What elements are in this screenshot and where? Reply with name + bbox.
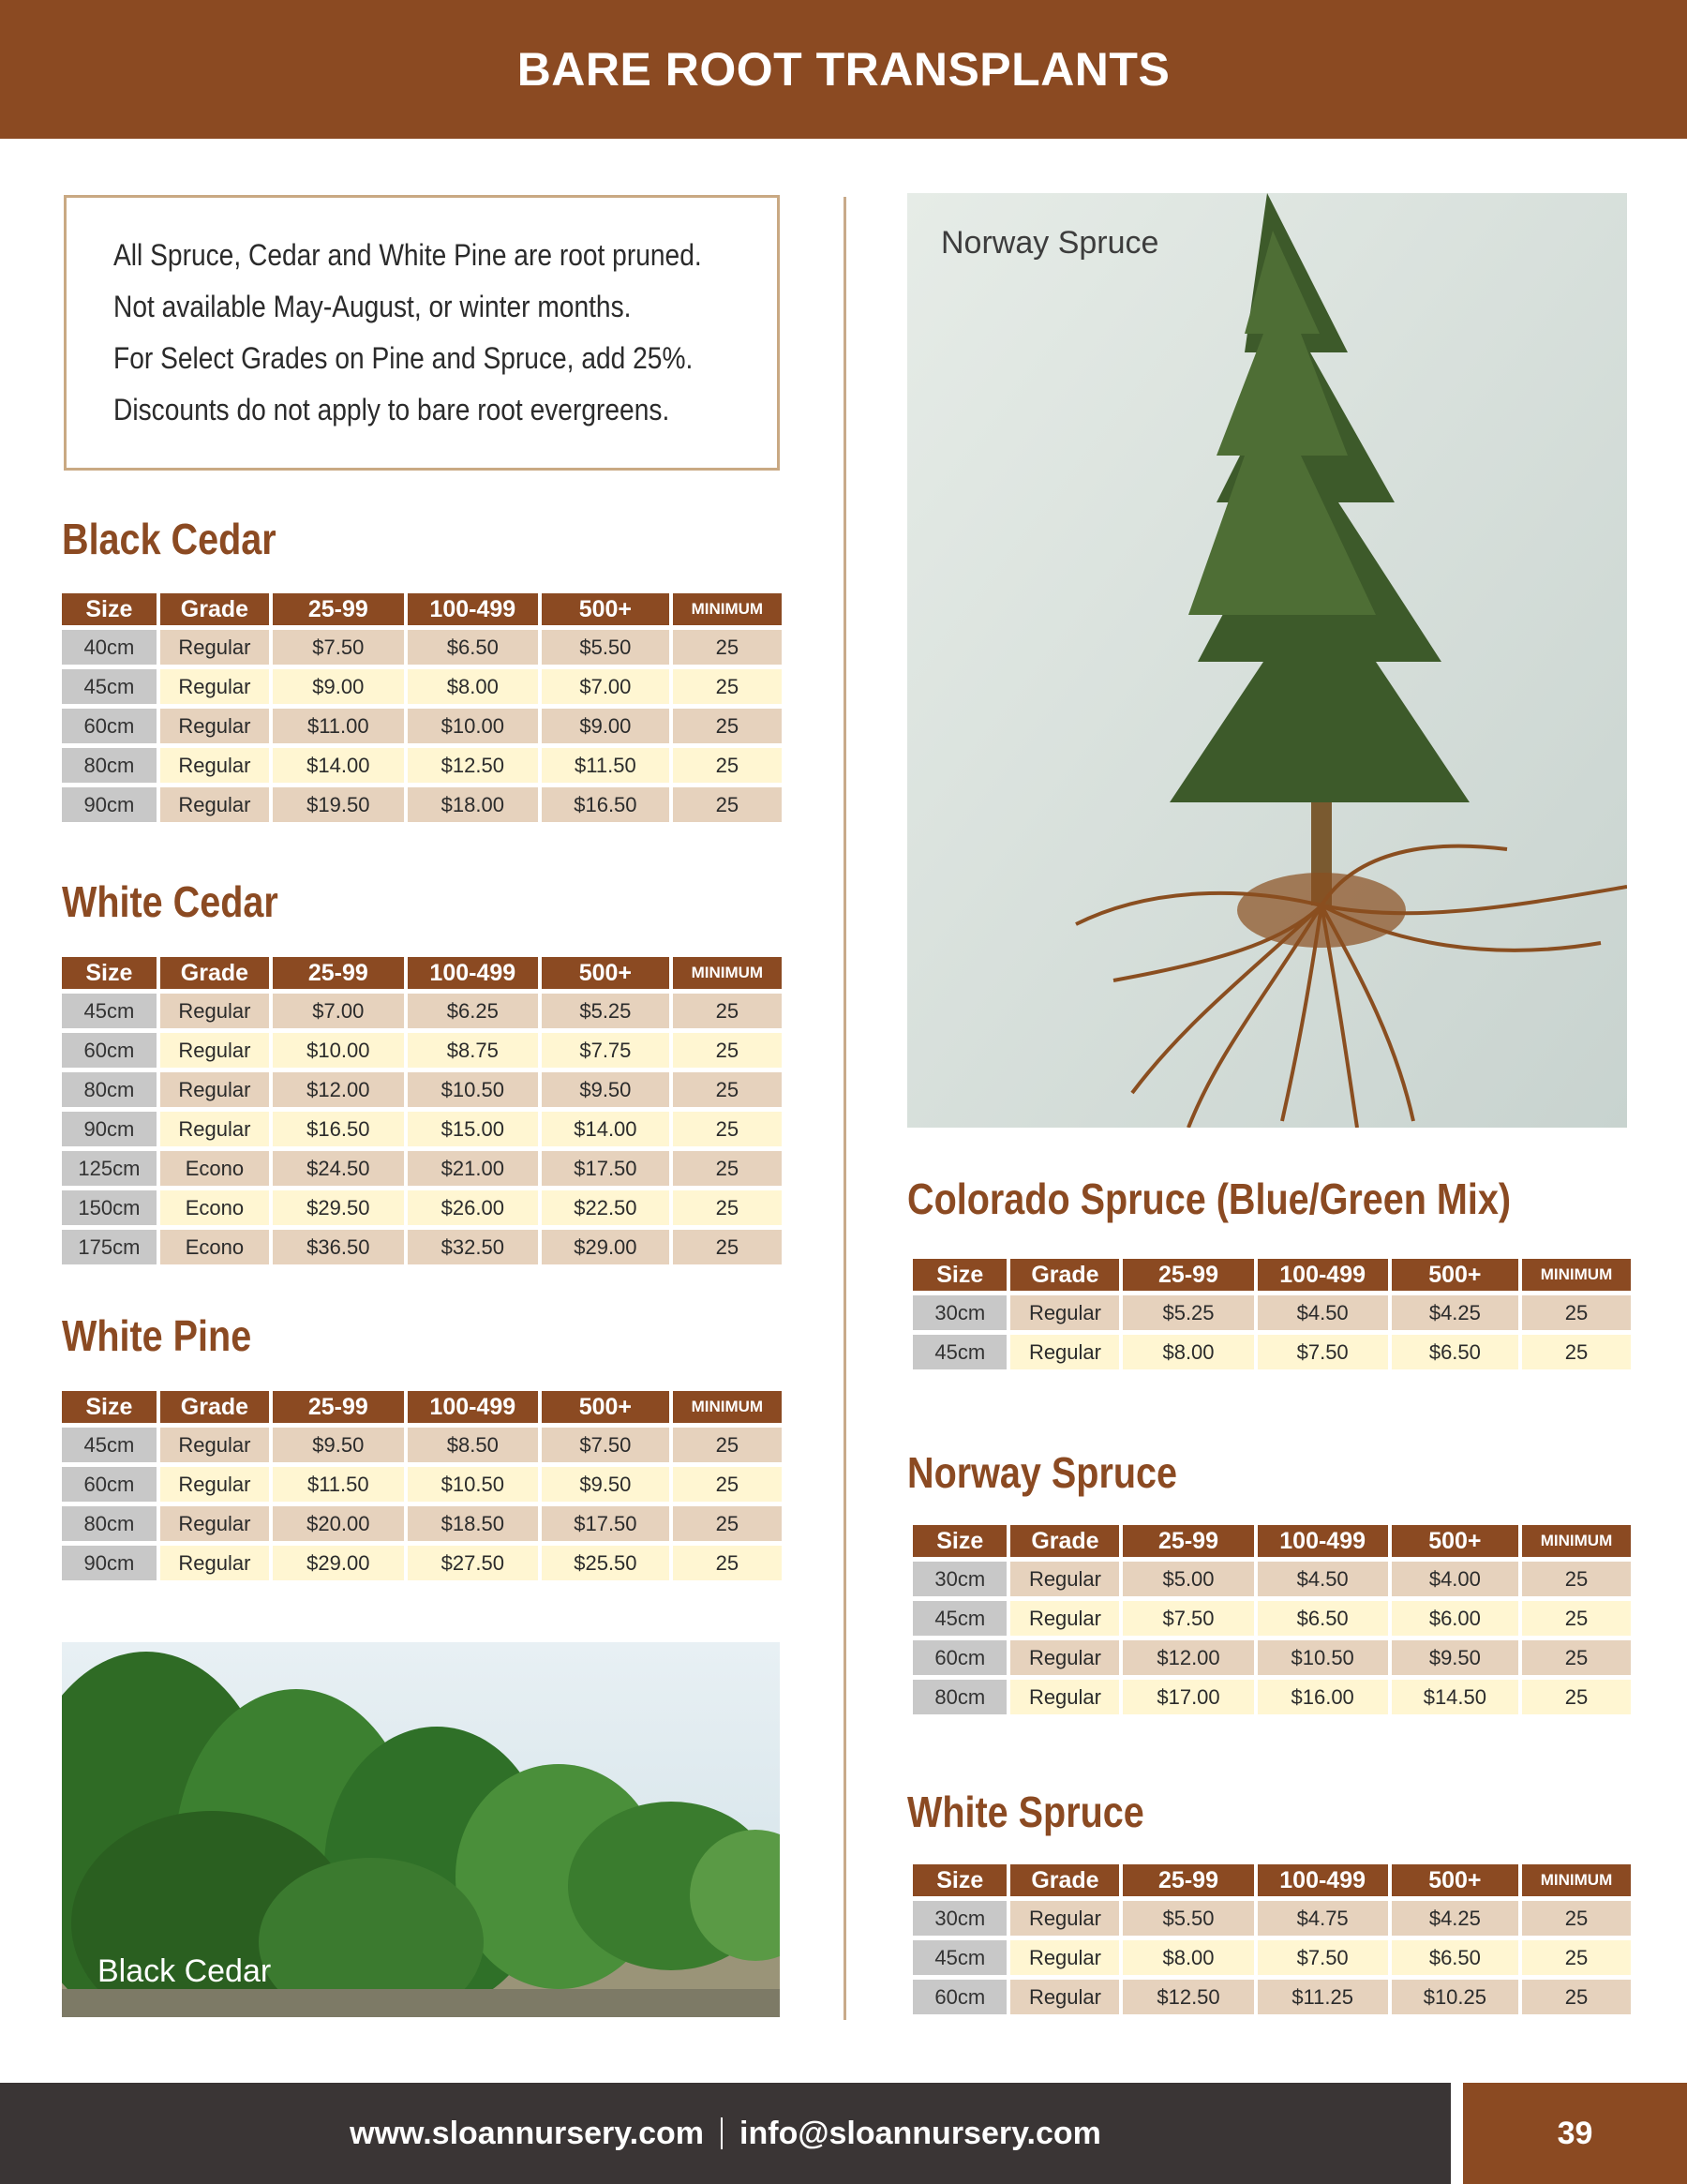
table-cell: $7.50 [273,630,404,665]
column-header: MINIMUM [673,957,782,989]
notice-line: Not available May-August, or winter months. [113,290,632,323]
table-row [62,1072,782,1107]
table-cell: $18.00 [408,787,539,822]
table-cell: 25 [673,1230,782,1264]
table-cell: $8.50 [408,1428,539,1462]
table-cell: $7.50 [542,1428,669,1462]
table-row [62,1230,782,1264]
table-cell: $12.00 [1123,1640,1253,1675]
table-row [62,1033,782,1068]
size-cell: 45cm [913,1601,1007,1636]
table-cell: $17.50 [542,1506,669,1541]
table-cell: $15.00 [408,1112,539,1146]
size-cell: 30cm [913,1901,1007,1936]
table-cell: 25 [673,1428,782,1462]
column-header: Grade [1010,1864,1119,1896]
column-header: Grade [160,593,269,625]
price-table-white-spruce [909,1860,1635,2019]
table-row [62,1112,782,1146]
table-cell: Regular [1010,1901,1119,1936]
table-cell: Regular [160,1467,269,1502]
section-title-colorado-spruce: Colorado Spruce (Blue/Green Mix) [907,1174,1512,1223]
table-row [913,1901,1631,1936]
table-cell: 25 [1522,1980,1631,2014]
table-cell: $17.50 [542,1151,669,1186]
size-cell: 45cm [913,1335,1007,1369]
table-cell: $6.50 [1392,1940,1518,1975]
table-cell: Regular [160,669,269,704]
page-number: 39 [1463,2083,1687,2184]
table-cell: $8.00 [1123,1940,1253,1975]
size-cell: 90cm [62,1546,157,1580]
email-link[interactable]: info@sloannursery.com [739,2115,1101,2151]
column-header: 500+ [542,957,669,989]
table-cell: $18.50 [408,1506,539,1541]
column-header: 25-99 [273,1391,404,1423]
column-header: 500+ [1392,1525,1518,1557]
size-cell: 45cm [62,994,157,1028]
table-cell: $4.00 [1392,1562,1518,1596]
table-cell: $11.50 [542,748,669,783]
table-cell: $7.75 [542,1033,669,1068]
size-cell: 30cm [913,1295,1007,1330]
size-cell: 45cm [62,1428,157,1462]
table-cell: $10.50 [1258,1640,1388,1675]
table-cell: Regular [160,1072,269,1107]
table-cell: Regular [1010,1601,1119,1636]
notice-line: For Select Grades on Pine and Spruce, add 25%. [113,341,694,375]
column-header: 25-99 [1123,1864,1253,1896]
table-cell: Econo [160,1230,269,1264]
table-cell: $4.25 [1392,1295,1518,1330]
table-cell: Regular [1010,1295,1119,1330]
column-header: Size [62,957,157,989]
column-header: 100-499 [408,1391,539,1423]
table-cell: $11.00 [273,709,404,743]
table-cell: $7.50 [1123,1601,1253,1636]
table-cell: 25 [673,1506,782,1541]
page-title: BARE ROOT TRANSPLANTS [516,43,1171,96]
table-row [62,994,782,1028]
table-cell: $5.50 [542,630,669,665]
table-row [913,1295,1631,1330]
table-cell: $8.00 [408,669,539,704]
table-cell: Regular [1010,1980,1119,2014]
column-header: 100-499 [408,593,539,625]
table-row [913,1980,1631,2014]
size-cell: 150cm [62,1190,157,1225]
price-table-white-cedar [58,952,785,1269]
price-table-white-pine [58,1386,785,1585]
table-row [913,1680,1631,1714]
table-cell: $5.50 [1123,1901,1253,1936]
table-cell: Regular [160,1506,269,1541]
size-cell: 60cm [62,1033,157,1068]
column-header: Grade [1010,1525,1119,1557]
table-cell: $4.50 [1258,1562,1388,1596]
table-cell: 25 [1522,1601,1631,1636]
column-header: 500+ [1392,1864,1518,1896]
table-row [62,1506,782,1541]
table-cell: Regular [160,787,269,822]
table-cell: 25 [673,1072,782,1107]
notice-line: Discounts do not apply to bare root evergreens. [113,393,670,426]
table-cell: Regular [1010,1562,1119,1596]
table-cell: $22.50 [542,1190,669,1225]
section-title-black-cedar: Black Cedar [62,515,276,563]
column-header: 100-499 [1258,1864,1388,1896]
table-row [62,1428,782,1462]
table-cell: $4.50 [1258,1295,1388,1330]
table-cell: $32.50 [408,1230,539,1264]
table-cell: $29.50 [273,1190,404,1225]
column-header: Grade [160,1391,269,1423]
table-row [62,787,782,822]
size-cell: 45cm [62,669,157,704]
table-cell: $6.50 [1258,1601,1388,1636]
table-cell: $7.00 [273,994,404,1028]
table-cell: $14.00 [542,1112,669,1146]
table-cell: $6.25 [408,994,539,1028]
table-cell: $10.00 [273,1033,404,1068]
footer-contact-bar [0,2083,1451,2184]
website-link[interactable]: www.sloannursery.com [350,2115,705,2151]
column-header: Size [913,1259,1007,1291]
table-cell: 25 [673,1190,782,1225]
size-cell: 125cm [62,1151,157,1186]
table-cell: 25 [1522,1940,1631,1975]
table-cell: $8.00 [1123,1335,1253,1369]
notice-box [64,195,780,471]
column-header: 25-99 [273,593,404,625]
column-header: 500+ [542,593,669,625]
table-cell: 25 [673,709,782,743]
table-cell: $5.25 [542,994,669,1028]
table-cell: $27.50 [408,1546,539,1580]
table-cell: $12.00 [273,1072,404,1107]
column-header: MINIMUM [1522,1864,1631,1896]
table-cell: $16.50 [542,787,669,822]
price-table-norway-spruce [909,1520,1635,1719]
table-row [62,709,782,743]
table-cell: $6.50 [1392,1335,1518,1369]
table-cell: $6.00 [1392,1601,1518,1636]
table-cell: Regular [160,1428,269,1462]
norway-spruce-photo [907,193,1627,1128]
table-cell: 25 [673,787,782,822]
column-header: Grade [160,957,269,989]
table-row [913,1640,1631,1675]
table-cell: $11.50 [273,1467,404,1502]
table-cell: 25 [1522,1640,1631,1675]
size-cell: 175cm [62,1230,157,1264]
column-header: Size [62,593,157,625]
table-cell: $7.50 [1258,1335,1388,1369]
table-cell: Regular [160,748,269,783]
table-cell: $9.50 [542,1467,669,1502]
table-cell: 25 [673,748,782,783]
table-cell: $9.50 [1392,1640,1518,1675]
black-cedar-photo [62,1642,780,2017]
norway-spruce-photo-label: Norway Spruce [941,225,1159,261]
table-cell: 25 [673,1033,782,1068]
table-cell: $21.00 [408,1151,539,1186]
size-cell: 80cm [62,1506,157,1541]
column-header: MINIMUM [673,1391,782,1423]
table-cell: 25 [1522,1901,1631,1936]
table-row [913,1940,1631,1975]
table-cell: Regular [160,1112,269,1146]
column-header: 500+ [542,1391,669,1423]
table-cell: $14.00 [273,748,404,783]
footer-separator [721,2117,723,2149]
column-header: Size [62,1391,157,1423]
column-header: 500+ [1392,1259,1518,1291]
table-cell: 25 [1522,1562,1631,1596]
table-row [62,630,782,665]
table-cell: $29.00 [542,1230,669,1264]
size-cell: 30cm [913,1562,1007,1596]
column-header: 100-499 [1258,1525,1388,1557]
table-cell: $9.50 [273,1428,404,1462]
table-cell: $12.50 [408,748,539,783]
table-cell: $4.75 [1258,1901,1388,1936]
table-cell: $5.25 [1123,1295,1253,1330]
table-cell: $10.50 [408,1072,539,1107]
size-cell: 80cm [62,1072,157,1107]
column-header: 100-499 [408,957,539,989]
table-cell: Regular [160,630,269,665]
table-cell: 25 [673,1546,782,1580]
size-cell: 80cm [913,1680,1007,1714]
size-cell: 45cm [913,1940,1007,1975]
table-cell: 25 [1522,1335,1631,1369]
table-cell: $19.50 [273,787,404,822]
table-row [913,1601,1631,1636]
table-row [913,1562,1631,1596]
size-cell: 60cm [913,1640,1007,1675]
size-cell: 60cm [913,1980,1007,2014]
table-cell: $10.50 [408,1467,539,1502]
column-header: Grade [1010,1259,1119,1291]
table-row [62,669,782,704]
column-header: MINIMUM [1522,1525,1631,1557]
table-cell: $29.00 [273,1546,404,1580]
table-cell: $10.25 [1392,1980,1518,2014]
size-cell: 60cm [62,1467,157,1502]
table-cell: Regular [1010,1680,1119,1714]
table-cell: 25 [1522,1680,1631,1714]
table-cell: $6.50 [408,630,539,665]
table-cell: $14.50 [1392,1680,1518,1714]
table-row [62,1546,782,1580]
price-table-colorado-spruce [909,1254,1635,1374]
table-cell: 25 [673,630,782,665]
section-title-norway-spruce: Norway Spruce [907,1448,1178,1497]
table-cell: 25 [673,1151,782,1186]
column-header: 100-499 [1258,1259,1388,1291]
table-row [913,1335,1631,1369]
section-title-white-cedar: White Cedar [62,877,278,926]
table-cell: $8.75 [408,1033,539,1068]
table-cell: $16.50 [273,1112,404,1146]
table-cell: $9.00 [273,669,404,704]
column-header: MINIMUM [673,593,782,625]
notice-line: All Spruce, Cedar and White Pine are root pruned. [113,238,702,272]
table-cell: $12.50 [1123,1980,1253,2014]
table-cell: $11.25 [1258,1980,1388,2014]
table-cell: $5.00 [1123,1562,1253,1596]
norway-spruce-image [907,193,1627,1128]
table-cell: $25.50 [542,1546,669,1580]
table-row [62,1151,782,1186]
size-cell: 90cm [62,1112,157,1146]
table-cell: Regular [1010,1335,1119,1369]
table-cell: $26.00 [408,1190,539,1225]
table-cell: $17.00 [1123,1680,1253,1714]
table-row [62,1467,782,1502]
size-cell: 40cm [62,630,157,665]
table-cell: Econo [160,1190,269,1225]
size-cell: 90cm [62,787,157,822]
size-cell: 80cm [62,748,157,783]
column-divider [844,197,846,2020]
table-cell: 25 [673,669,782,704]
section-title-white-spruce: White Spruce [907,1788,1144,1836]
table-cell: Regular [160,1546,269,1580]
table-cell: $24.50 [273,1151,404,1186]
table-cell: Regular [160,1033,269,1068]
page-header [0,0,1687,139]
table-cell: $4.25 [1392,1901,1518,1936]
table-cell: $36.50 [273,1230,404,1264]
column-header: MINIMUM [1522,1259,1631,1291]
table-cell: 25 [673,1112,782,1146]
table-cell: Regular [160,994,269,1028]
table-cell: $16.00 [1258,1680,1388,1714]
table-cell: $7.00 [542,669,669,704]
table-cell: 25 [1522,1295,1631,1330]
table-cell: $9.00 [542,709,669,743]
black-cedar-photo-label: Black Cedar [97,1953,272,1989]
table-row [62,1190,782,1225]
column-header: 25-99 [1123,1525,1253,1557]
table-cell: $20.00 [273,1506,404,1541]
table-cell: 25 [673,994,782,1028]
table-cell: $7.50 [1258,1940,1388,1975]
table-cell: $9.50 [542,1072,669,1107]
price-table-black-cedar [58,589,785,827]
table-row [62,748,782,783]
table-cell: Regular [1010,1940,1119,1975]
size-cell: 60cm [62,709,157,743]
table-cell: Econo [160,1151,269,1186]
section-title-white-pine: White Pine [62,1311,252,1360]
column-header: Size [913,1864,1007,1896]
table-cell: 25 [673,1467,782,1502]
column-header: 25-99 [273,957,404,989]
column-header: Size [913,1525,1007,1557]
table-cell: $10.00 [408,709,539,743]
table-cell: Regular [1010,1640,1119,1675]
column-header: 25-99 [1123,1259,1253,1291]
table-cell: Regular [160,709,269,743]
